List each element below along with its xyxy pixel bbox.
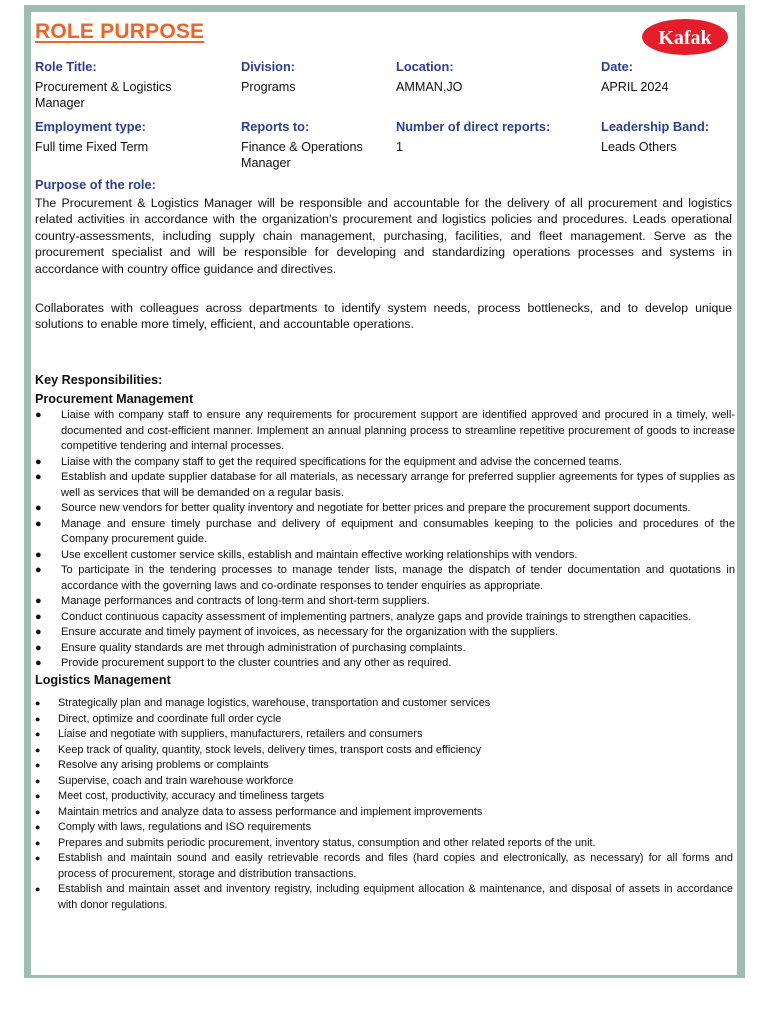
list-item [31,851,733,882]
purpose-paragraph-2: Collaborates with colleagues across departments to identify system needs, process bottlenecks, and to develop unique solutions to enable more timely, efficient, and accountable operations. [35,301,732,332]
location-value: AMMAN,JO [396,80,463,94]
bullet-icon: ● [35,626,42,638]
field-reports-to [241,119,381,171]
role-title-label: Role Title: [35,59,97,74]
kafak-logo [641,18,729,56]
bullet-icon: ● [35,564,42,576]
bullet-icon: ● [35,853,41,863]
leadership-band-label: Leadership Band: [601,119,710,134]
list-item-text: Establish and maintain sound and easily retrievable records and files (hard copies and electronically, as necessary) for all forms and process of procurement, storage and distribution transactions. [58,852,733,880]
bullet-icon: ● [35,471,42,483]
list-item [31,641,735,657]
list-item [31,696,733,712]
list-item-text: To participate in the tendering processes to manage tender lists, manage the dispatch of tender documentation and quotations in accordance with the governing laws and co-ordinate responses to tender enquiries as appropriate. [61,564,735,592]
procurement-title: Procurement Management [35,392,194,406]
logistics-list [31,696,733,913]
list-item [31,656,735,672]
bullet-icon: ● [35,409,42,421]
bullet-icon: ● [35,595,42,607]
section-title: ROLE PURPOSE [35,20,205,43]
field-leadership-band [601,119,731,155]
role-title-value: Procurement & Logistics Manager [35,80,172,110]
bullet-icon: ● [35,884,41,894]
list-item [31,610,735,626]
bullet-icon: ● [35,698,41,708]
list-item-text: Keep track of quality, quantity, stock levels, delivery times, transport costs and efficiency [58,743,482,756]
list-item [31,712,733,728]
purpose-paragraph-1: The Procurement & Logistics Manager will be responsible and accountable for the delivery of all procurement and logistics related activities in accordance with the organization’s procurement and logistics policies and procedures. Leads operational country-assessments, including supply chain management, purchasing, facilities, and fleet management. Serve as the procurement specialist and will be responsible for developing and standardizing operations processes and systems in accordance with country office guidance and directives. [35,196,732,276]
list-item [31,820,733,836]
bullet-icon: ● [35,713,41,724]
division-label: Division: [241,59,296,74]
division-value: Programs [241,80,296,94]
date-label: Date: [601,59,633,74]
list-item-text: Resolve any arising problems or complaints [58,759,269,771]
list-item-text: Direct, optimize and coordinate full order cycle [58,712,282,725]
list-item [31,743,733,759]
list-item [31,789,733,805]
list-item-text: Establish and maintain asset and inventory registry, including equipment allocation & maintenance, and disposal of assets in accordance with donor regulations. [58,883,733,911]
bullet-icon: ● [35,744,41,755]
location-label: Location: [396,59,454,74]
list-item [31,517,735,548]
list-item-text: Maintain metrics and analyze data to assess performance and implement improvements [58,805,483,818]
list-item-text: Provide procurement support to the cluster countries and any other as required. [61,657,452,669]
list-item-text: Prepares and submits periodic procurement, inventory status, consumption and other related reports of the unit. [58,836,596,849]
list-item-text: Ensure quality standards are met through administration of purchasing complaints. [61,641,466,654]
bullet-icon: ● [35,760,41,770]
list-item-text: Liaise with the company staff to get the required specifications for the equipment and advise the concerned teams. [61,455,622,468]
bullet-icon: ● [35,791,41,801]
list-item [31,548,735,564]
bullet-icon: ● [35,502,42,514]
bullet-icon: ● [35,610,42,623]
employment-type-value: Full time Fixed Term [35,140,149,154]
list-item-text: Liaise with company staff to ensure any requirements for procurement support are identified approved and procured in a timely, well-documented and cost-efficient manner. Implement an annual planning process to streamline repetitive procurement of goods to increase competitive tendering and internal processes. [61,409,735,452]
list-item-text: Meet cost, productivity, accuracy and timeliness targets [58,790,325,802]
bullet-icon: ● [35,806,41,817]
list-item-text: Use excellent customer service skills, establish and maintain effective working relationships with vendors. [61,548,578,561]
logo-text: Kafak [658,27,712,49]
field-date [601,59,731,95]
direct-reports-label: Number of direct reports: [396,119,551,134]
reports-to-label: Reports to: [241,119,310,134]
bullet-icon: ● [35,517,42,530]
list-item [31,836,733,852]
list-item [31,727,733,743]
bullet-icon: ● [35,837,41,848]
list-item [31,774,733,790]
procurement-list [31,408,735,672]
list-item-text: Manage performances and contracts of long-term and short-term suppliers. [61,595,430,607]
field-direct-reports [396,119,596,155]
list-item-text: Supervise, coach and train warehouse workforce [58,774,294,787]
list-item-text: Source new vendors for better quality inventory and negotiate for better prices and prepare the procurement support documents. [61,502,691,514]
direct-reports-value: 1 [396,140,404,154]
list-item-text: Ensure accurate and timely payment of invoices, as necessary for the organization with the suppliers. [61,626,559,638]
list-item-text: Strategically plan and manage logistics, warehouse, transportation and customer services [58,697,491,709]
list-item-text: Establish and update supplier database for all materials, as necessary arrange for preferred supplier agreements for types of supplies as well as services that will be demanded on a regular basis. [61,471,735,499]
reports-to-value: Finance & Operations Manager [241,140,363,170]
list-item [31,408,735,455]
document-page [31,12,737,975]
field-location [396,59,576,95]
list-item [31,625,735,641]
list-item [31,758,733,774]
employment-type-label: Employment type: [35,119,146,134]
logistics-title: Logistics Management [35,673,171,687]
bullet-icon: ● [35,548,42,561]
purpose-label: Purpose of the role: [35,177,156,192]
list-item [31,470,735,501]
leadership-band-value: Leads Others [601,140,677,154]
list-item [31,455,735,471]
list-item-text: Comply with laws, regulations and ISO requirements [58,821,312,833]
list-item-text: Liaise and negotiate with suppliers, manufacturers, retailers and consumers [58,728,423,740]
list-item [31,563,735,594]
list-item [31,882,733,913]
bullet-icon: ● [35,729,41,739]
bullet-icon: ● [35,657,42,669]
key-responsibilities-title: Key Responsibilities: [35,373,163,387]
field-employment-type [35,119,225,155]
bullet-icon: ● [35,641,42,654]
date-value: APRIL 2024 [601,80,669,94]
bullet-icon: ● [35,775,41,786]
list-item-text: Manage and ensure timely purchase and delivery of equipment and consumables keeping to the policies and procedures of the Company procurement guide. [61,517,735,545]
bullet-icon: ● [35,455,42,468]
list-item-text: Conduct continuous capacity assessment of implementing partners, analyze gaps and provide trainings to strengthen capacities. [61,610,692,623]
list-item [31,805,733,821]
field-role-title [35,59,215,111]
bullet-icon: ● [35,822,41,832]
field-division [241,59,381,95]
list-item [31,594,735,610]
list-item [31,501,735,517]
